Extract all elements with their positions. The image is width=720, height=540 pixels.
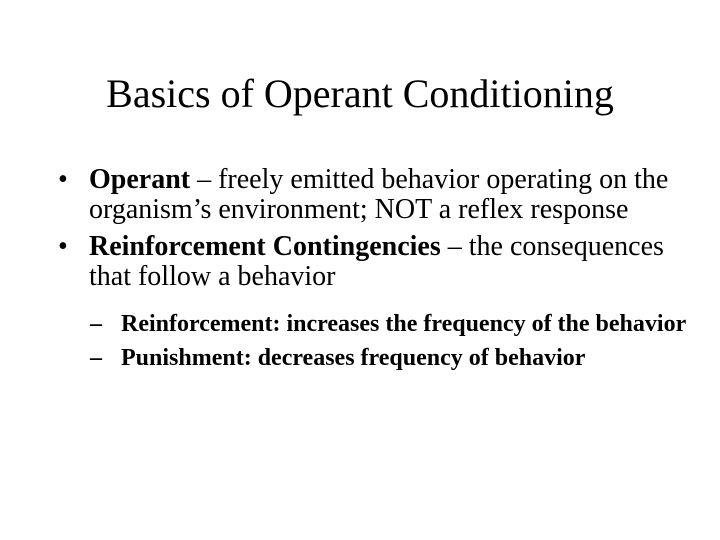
slide-title: Basics of Operant Conditioning bbox=[106, 71, 614, 116]
dash-icon: – bbox=[90, 345, 102, 371]
bullet-reinforcement-contingencies bbox=[56, 232, 696, 372]
sub-bullet-punishment bbox=[90, 345, 696, 372]
sub-bullet-text: Punishment: decreases frequency of behavior bbox=[121, 345, 586, 371]
bullet-text: – freely emitted behavior operating on the organism’s environment; NOT a reflex response bbox=[89, 164, 669, 225]
bullet-text: – the consequences that follow a behavior bbox=[89, 231, 664, 292]
sub-bullet-reinforcement bbox=[90, 311, 696, 338]
dash-icon: – bbox=[90, 311, 102, 337]
sub-bullet-list bbox=[89, 311, 696, 372]
bullet-list bbox=[56, 165, 696, 379]
bullet-icon: • bbox=[58, 231, 68, 262]
bullet-operant bbox=[56, 165, 696, 225]
bullet-term: Operant bbox=[89, 164, 191, 195]
bullet-term: Reinforcement Contingencies bbox=[89, 231, 441, 262]
sub-bullet-text: Reinforcement: increases the frequency of the behavior bbox=[121, 311, 687, 337]
bullet-icon: • bbox=[58, 164, 68, 195]
